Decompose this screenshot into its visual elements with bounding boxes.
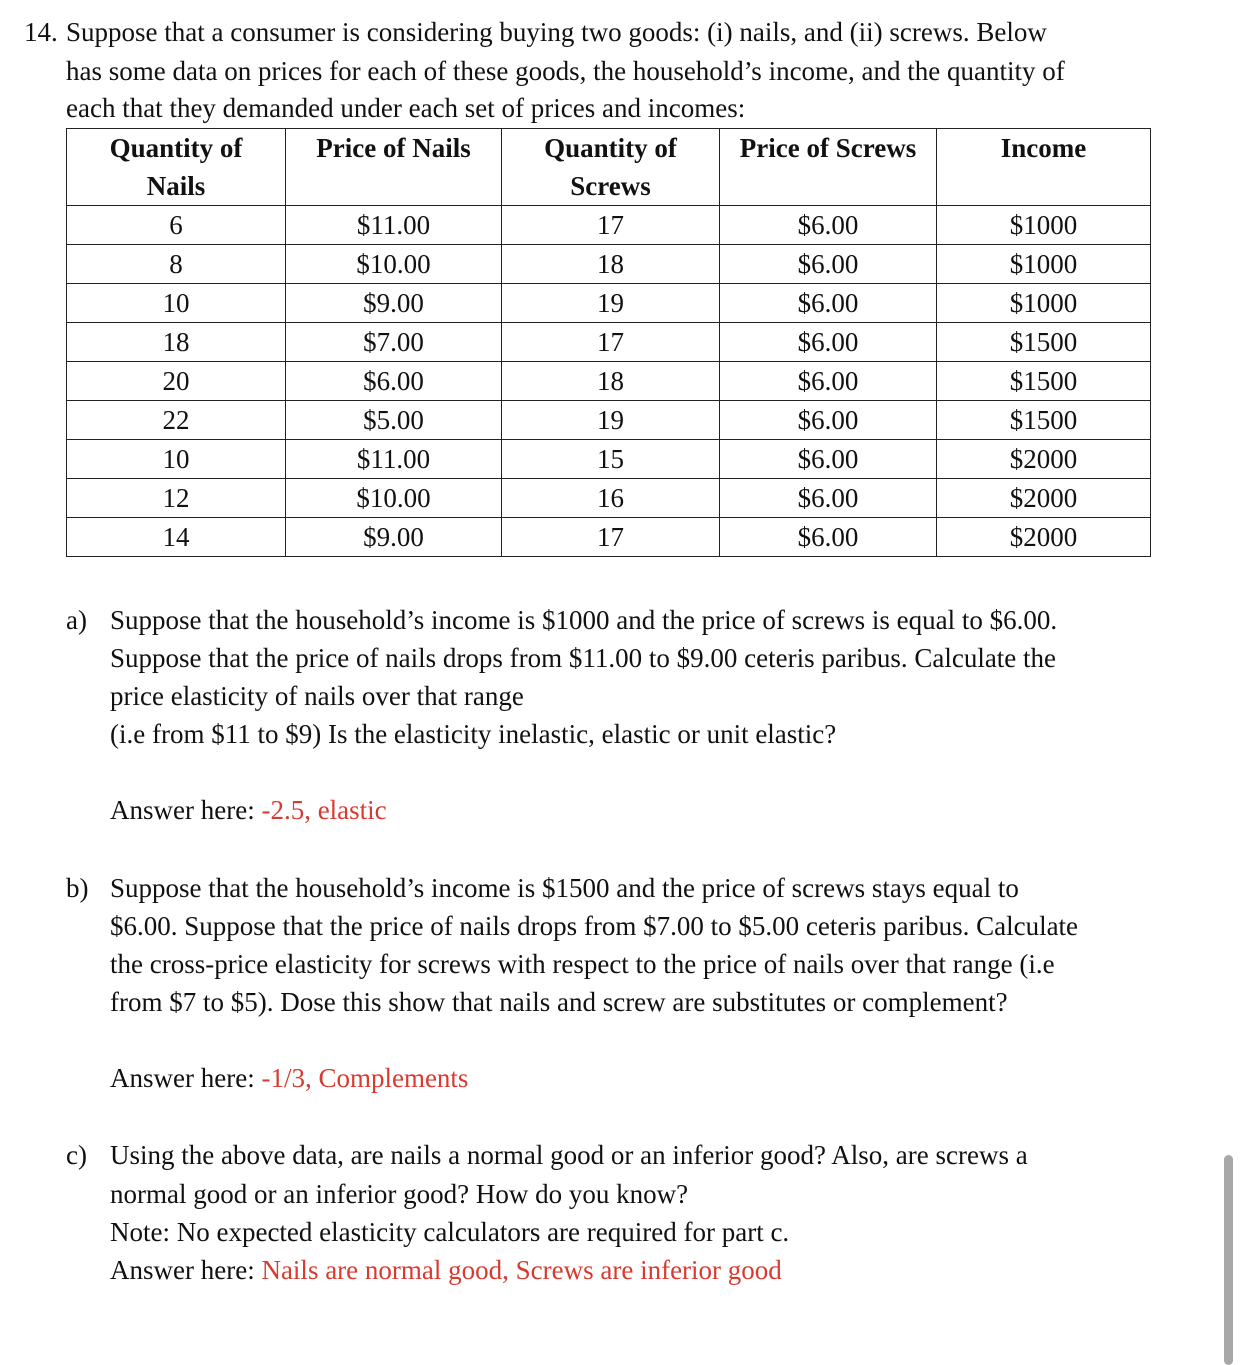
- table-cell: $6.00: [720, 440, 937, 479]
- table-cell: $1500: [937, 323, 1151, 362]
- table-cell: 22: [67, 401, 286, 440]
- question-text-line: has some data on prices for each of these goods, the household’s income, and the quantity of: [66, 56, 1065, 86]
- table-header-row: [67, 129, 1151, 206]
- table-cell: 17: [502, 518, 720, 557]
- part-text-line: Using the above data, are nails a normal good or an inferior good? Also, are screws a: [110, 1140, 1028, 1170]
- table-cell: 17: [502, 323, 720, 362]
- part-text-line: normal good or an inferior good? How do you know?: [110, 1179, 689, 1209]
- table-cell: 12: [67, 479, 286, 518]
- table-row: [67, 401, 1151, 440]
- header-quantity-screws: Quantity of Screws: [502, 129, 720, 206]
- table-cell: 20: [67, 362, 286, 401]
- table-cell: $1000: [937, 245, 1151, 284]
- table-cell: 8: [67, 245, 286, 284]
- table-cell: $6.00: [720, 245, 937, 284]
- table-cell: 14: [67, 518, 286, 557]
- table-cell: $11.00: [286, 440, 502, 479]
- table-cell: $2000: [937, 479, 1151, 518]
- answer-line: [110, 791, 387, 829]
- table-cell: 18: [502, 245, 720, 284]
- part-label: c): [66, 1140, 87, 1170]
- part-text-line: Suppose that the price of nails drops from $11.00 to $9.00 ceteris paribus. Calculate the: [110, 643, 1057, 673]
- answer-text: -2.5, elastic: [261, 795, 387, 825]
- table-cell: 18: [67, 323, 286, 362]
- table-cell: $6.00: [286, 362, 502, 401]
- table-cell: 17: [502, 206, 720, 245]
- header-income: Income: [937, 129, 1151, 206]
- table-cell: $9.00: [286, 284, 502, 323]
- table-row: [67, 362, 1151, 401]
- table-cell: $5.00: [286, 401, 502, 440]
- part-label: a): [66, 605, 87, 635]
- question-text-line: Suppose that a consumer is considering buying two goods: (i) nails, and (ii) screws. Below: [66, 17, 1047, 47]
- table-cell: 19: [502, 401, 720, 440]
- table-cell: $11.00: [286, 206, 502, 245]
- table-cell: 16: [502, 479, 720, 518]
- part-label: b): [66, 873, 89, 903]
- header-price-screws: Price of Screws: [720, 129, 937, 206]
- table-cell: $6.00: [720, 323, 937, 362]
- question-text-line: each that they demanded under each set of prices and incomes:: [66, 93, 746, 123]
- table-cell: $2000: [937, 440, 1151, 479]
- part-text-line: Suppose that the household’s income is $1500 and the price of screws stays equal to: [110, 873, 1019, 903]
- part-text-line: from $7 to $5). Dose this show that nails and screw are substitutes or complement?: [110, 987, 1008, 1017]
- header-quantity-nails: Quantity of Nails: [67, 129, 286, 206]
- table-row: [67, 479, 1151, 518]
- table-row: [67, 284, 1151, 323]
- table-cell: 10: [67, 284, 286, 323]
- table-cell: $1500: [937, 362, 1151, 401]
- part-text-line: price elasticity of nails over that range: [110, 681, 524, 711]
- table-cell: $6.00: [720, 479, 937, 518]
- table-cell: $1000: [937, 206, 1151, 245]
- table-cell: $2000: [937, 518, 1151, 557]
- answer-line: [110, 1251, 782, 1289]
- table-cell: $7.00: [286, 323, 502, 362]
- part-text-line: (i.e from $11 to $9) Is the elasticity inelastic, elastic or unit elastic?: [110, 719, 837, 749]
- table-row: [67, 206, 1151, 245]
- vertical-scrollbar[interactable]: [1224, 1155, 1233, 1365]
- answer-line: [110, 1059, 468, 1097]
- table-row: [67, 323, 1151, 362]
- demand-data-table: [66, 128, 1151, 557]
- answer-text: -1/3, Complements: [261, 1063, 469, 1093]
- table-cell: $6.00: [720, 518, 937, 557]
- question-number: 14.: [24, 17, 58, 47]
- table-cell: $10.00: [286, 245, 502, 284]
- table-cell: 6: [67, 206, 286, 245]
- table-cell: 10: [67, 440, 286, 479]
- answer-label: Answer here:: [110, 1255, 262, 1285]
- table-row: [67, 245, 1151, 284]
- part-text-line: the cross-price elasticity for screws with respect to the price of nails over that range (i.e: [110, 949, 1055, 979]
- table-cell: 18: [502, 362, 720, 401]
- table-row: [67, 440, 1151, 479]
- table-cell: $6.00: [720, 401, 937, 440]
- table-row: [67, 518, 1151, 557]
- table-cell: $6.00: [720, 284, 937, 323]
- table-cell: $10.00: [286, 479, 502, 518]
- part-text-line: $6.00. Suppose that the price of nails drops from $7.00 to $5.00 ceteris paribus. Calculate: [110, 911, 1079, 941]
- table-cell: $6.00: [720, 362, 937, 401]
- table-cell: $6.00: [720, 206, 937, 245]
- table-cell: $1500: [937, 401, 1151, 440]
- header-price-nails: Price of Nails: [286, 129, 502, 206]
- table-cell: $1000: [937, 284, 1151, 323]
- table-cell: 19: [502, 284, 720, 323]
- answer-text: Nails are normal good, Screws are inferior good: [261, 1255, 782, 1285]
- part-text-line: Suppose that the household’s income is $1000 and the price of screws is equal to $6.00.: [110, 605, 1058, 635]
- answer-label: Answer here:: [110, 795, 262, 825]
- answer-label: Answer here:: [110, 1063, 262, 1093]
- table-cell: $9.00: [286, 518, 502, 557]
- part-text-line: Note: No expected elasticity calculators are required for part c.: [110, 1217, 790, 1247]
- table-cell: 15: [502, 440, 720, 479]
